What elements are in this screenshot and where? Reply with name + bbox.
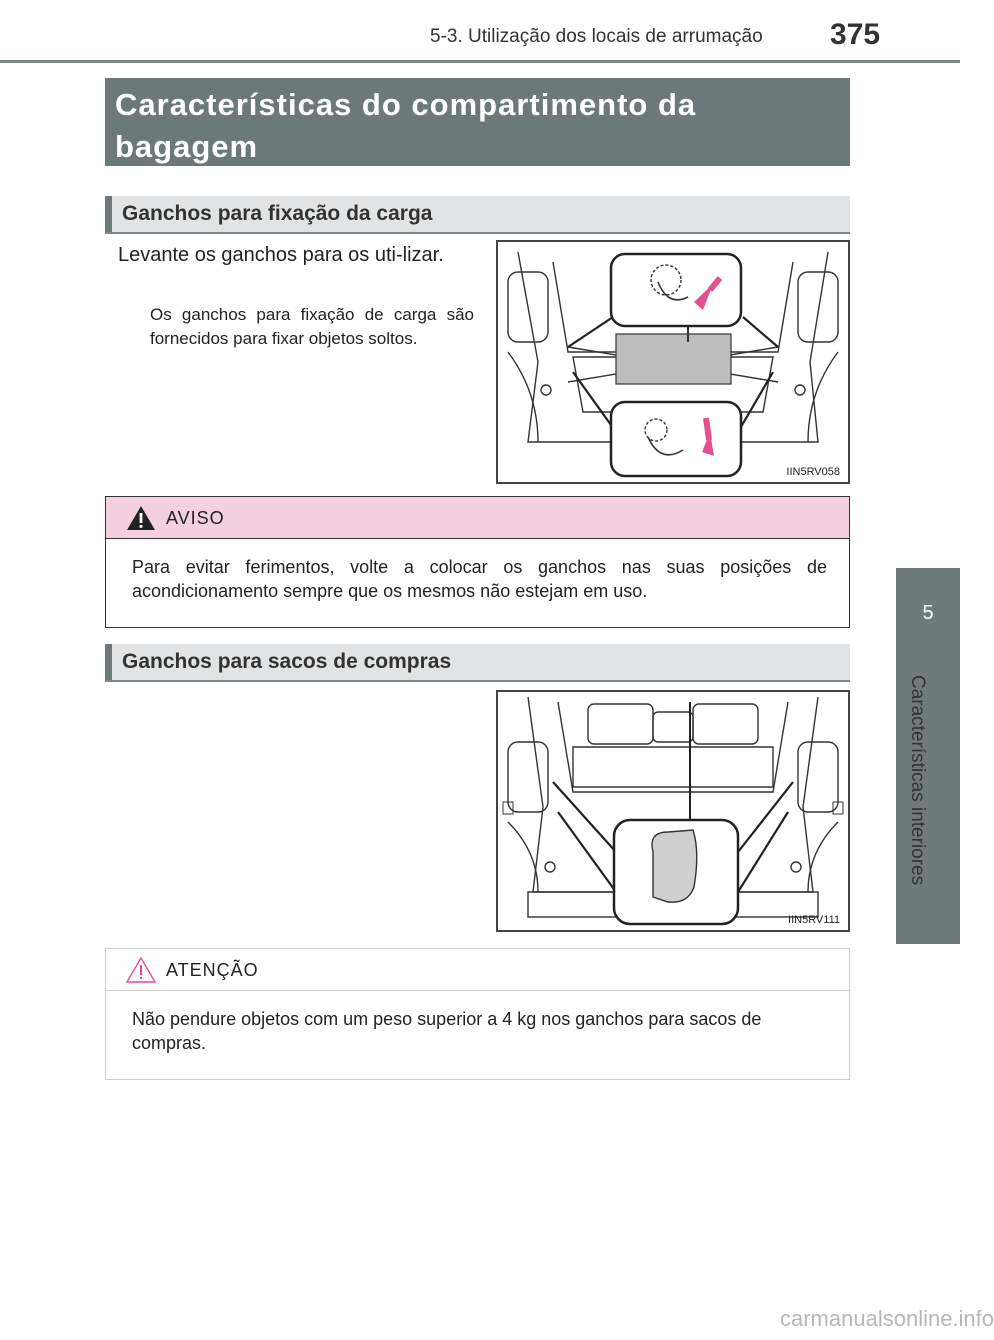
figure-shopping-hooks (496, 690, 850, 932)
page-number: 375 (830, 18, 881, 51)
caution-icon (126, 957, 156, 988)
caution-header (106, 949, 849, 991)
chapter-number: 5 (922, 602, 934, 624)
caution-box (105, 948, 850, 1080)
header-rule (0, 60, 960, 63)
chapter-tab (896, 568, 960, 664)
figure-cargo-hooks (496, 240, 850, 484)
figure-code-cargo: IIN5RV058 (786, 466, 840, 478)
warning-text: Para evitar ferimentos, volte a colocar os ganchos nas suas posições de acondicionamento sempre que os mesmos não estejam em uso. (132, 557, 827, 601)
caution-text: Não pendure objetos com um peso superior a 4 kg nos ganchos para sacos de compras. (132, 1009, 762, 1053)
caution-title: ATENÇÃO (166, 960, 259, 980)
cargo-hooks-illustration (498, 242, 848, 482)
header-section-title: 5-3. Utilização dos locais de arrumação (430, 26, 763, 47)
note-text: Os ganchos para fixação de carga são fornecidos para fixar objetos soltos. (150, 305, 474, 348)
watermark: carmanualsonline.info (780, 1306, 994, 1331)
subheading-cargo-hooks-text: Ganchos para fixação da carga (122, 202, 433, 225)
warning-box (105, 496, 850, 628)
shopping-hooks-illustration (498, 692, 848, 930)
figure-code-shopping: IIN5RV111 (788, 914, 840, 926)
section-title: Características do compartimento da bagagem (115, 87, 697, 164)
warning-title: AVISO (166, 508, 225, 528)
subheading-shopping-hooks-text: Ganchos para sacos de compras (122, 650, 452, 673)
warning-header (106, 497, 849, 539)
section-banner (105, 78, 850, 166)
subheading-cargo-hooks (105, 196, 850, 234)
chapter-label: Características interiores (907, 675, 928, 886)
warning-icon (126, 505, 156, 536)
subheading-shopping-hooks (105, 644, 850, 682)
instruction-text: Levante os ganchos para os uti-lizar. (118, 244, 444, 266)
